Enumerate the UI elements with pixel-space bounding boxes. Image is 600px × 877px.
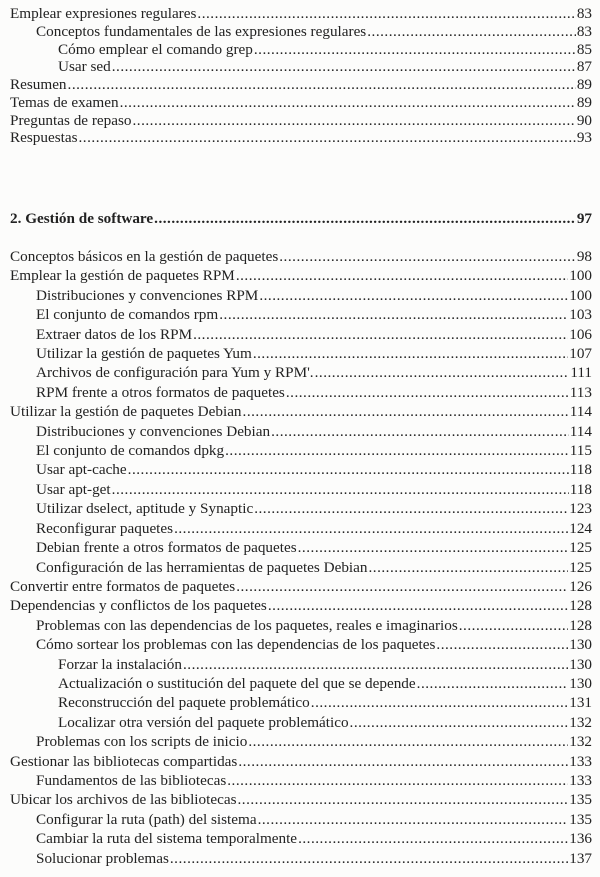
toc-entry-page-number: 90 [576,111,592,129]
toc-entry-page-number: 135 [569,810,592,828]
toc-entry[interactable] [10,597,592,616]
toc-entry-title: Localizar otra versión del paquete problemático [58,713,349,731]
toc-entry[interactable] [10,5,592,23]
dot-leader [436,636,568,654]
toc-entry-page-number: 128 [569,597,592,615]
toc-entry-page-number: 113 [569,383,592,401]
toc-entry-page-number: 133 [569,752,592,770]
dot-leader [236,578,568,596]
toc-entry[interactable] [10,791,592,810]
dot-leader [112,58,576,76]
toc-entry[interactable] [10,617,592,636]
toc-entry-title: Configuración de las herramientas de paquetes Debian [36,558,368,576]
dot-leader [298,539,569,557]
toc-entry-title: El conjunto de comandos rpm [36,306,219,324]
dot-leader [417,675,569,693]
toc-chapter-heading[interactable] [10,210,592,228]
chapter-page-number: 97 [576,210,592,227]
toc-entry[interactable] [10,481,592,500]
toc-entry[interactable] [10,539,592,558]
toc-entry[interactable] [10,287,592,306]
dot-leader [236,267,568,285]
toc-entry-page-number: 100 [569,286,592,304]
toc-entry-page-number: 114 [569,403,592,421]
dot-leader [183,656,568,674]
dot-leader [170,850,568,868]
toc-section-previous-chapter [10,5,592,147]
dot-leader [350,714,569,732]
toc-entry[interactable] [10,733,592,752]
toc-entry-page-number: 98 [576,248,592,265]
toc-entry-title: Debian frente a otros formatos de paquetes [36,539,297,557]
toc-entry-page-number: 89 [576,93,592,111]
toc-entry-page-number: 93 [576,129,592,147]
toc-entry[interactable] [10,94,592,112]
toc-entry[interactable] [10,326,592,345]
toc-entry-title: Cómo sortear los problemas con las dependencias de los paquetes [36,636,436,654]
chapter-title: 2. Gestión de software [10,210,154,227]
toc-entry-title: Reconstrucción del paquete problemático [58,694,310,712]
toc-entry[interactable] [10,384,592,403]
toc-entry-page-number: 128 [569,616,592,634]
toc-entry[interactable] [10,578,592,597]
dot-leader [193,326,568,344]
toc-entry-page-number: 106 [569,325,592,343]
toc-entry-page-number: 83 [576,5,592,22]
toc-entry-page-number: 125 [569,558,592,576]
toc-entry[interactable] [10,772,592,791]
toc-entry-title: Gestionar las bibliotecas compartidas [10,752,238,770]
toc-entry[interactable] [10,500,592,519]
toc-entry[interactable] [10,811,592,830]
dot-leader [68,76,576,94]
toc-entry[interactable] [10,714,592,733]
toc-entry-page-number: 133 [569,771,592,789]
toc-entry-title: Convertir entre formatos de paquetes [10,577,236,595]
toc-entry-title: El conjunto de comandos dpkg [36,442,225,460]
dot-leader [254,41,576,59]
toc-entry-page-number: 115 [569,442,592,460]
dot-leader [279,248,576,266]
toc-entry[interactable] [10,345,592,364]
dot-leader [248,733,568,751]
toc-entry-page-number: 118 [569,480,592,498]
dot-leader [254,500,568,518]
toc-entry-title: Conceptos básicos en la gestión de paquetes [10,248,279,265]
toc-entry-title: Preguntas de repaso [10,111,132,129]
toc-entry-title: Problemas con las dependencias de los paquetes, reales e imaginarios [36,616,458,634]
dot-leader [367,23,576,41]
toc-entry-title: Archivos de configuración para Yum y RPM'. [36,364,314,382]
toc-entry-title: Dependencias y conflictos de los paquetes [10,597,267,615]
toc-entry-page-number: 130 [569,674,592,692]
dot-leader [197,5,575,23]
toc-entry[interactable] [10,461,592,480]
toc-entry-page-number: 126 [569,577,592,595]
dot-leader [112,481,569,499]
toc-entry-page-number: 114 [569,422,592,440]
toc-entry-page-number: 137 [569,849,592,867]
toc-section-chapter-2 [10,248,592,869]
toc-entry-page-number: 135 [569,791,592,809]
toc-entry-page-number: 131 [569,694,592,712]
toc-entry-title: Usar apt-cache [36,461,127,479]
dot-leader [259,287,568,305]
toc-entry[interactable] [10,694,592,713]
toc-entry[interactable] [10,830,592,849]
dot-leader [79,129,576,147]
toc-entry-title: Utilizar la gestión de paquetes Yum [36,345,252,363]
toc-entry-title: Actualización o sustitución del paquete del que se depende [58,674,416,692]
toc-entry[interactable] [10,636,592,655]
toc-entry[interactable] [10,41,592,59]
toc-entry-title: Distribuciones y convenciones Debian [36,422,271,440]
toc-entry[interactable] [10,112,592,130]
toc-entry-page-number: 123 [569,500,592,518]
toc-entry[interactable] [10,23,592,41]
dot-leader [174,520,568,538]
toc-entry-title: Utilizar dselect, aptitude y Synaptic [36,500,254,518]
toc-entry-title: Distribuciones y convenciones RPM [36,286,259,304]
toc-entry-page-number: 130 [569,636,592,654]
toc-entry-page-number: 132 [569,733,592,751]
toc-entry-page-number: 89 [576,76,592,93]
toc-entry-title: Respuestas [10,129,78,147]
toc-entry[interactable] [10,58,592,76]
toc-entry-page-number: 85 [576,40,592,58]
dot-leader [268,597,568,615]
toc-entry[interactable] [10,248,592,267]
toc-entry[interactable] [10,423,592,442]
dot-leader [298,830,568,848]
toc-entry[interactable] [10,753,592,772]
toc-entry[interactable] [10,306,592,325]
dot-leader [253,345,568,363]
dot-leader [315,364,570,382]
toc-entry-page-number: 111 [570,364,592,382]
toc-entry[interactable] [10,129,592,147]
dot-leader [154,210,576,228]
toc-entry-page-number: 107 [569,345,592,363]
dot-leader [243,403,569,421]
toc-entry-page-number: 118 [569,461,592,479]
toc-entry[interactable] [10,364,592,383]
toc-entry[interactable] [10,656,592,675]
toc-entry-page-number: 125 [569,539,592,557]
toc-entry-page-number: 136 [569,830,592,848]
toc-entry-page-number: 124 [569,519,592,537]
toc-entry-title: Reconfigurar paquetes [36,519,174,537]
dot-leader [132,112,575,130]
dot-leader [225,442,569,460]
toc-entry-title: Solucionar problemas [36,849,169,867]
toc-entry-page-number: 130 [569,655,592,673]
toc-entry-title: Fundamentos de las bibliotecas [36,771,227,789]
toc-entry-title: Utilizar la gestión de paquetes Debian [10,403,242,421]
toc-entry-title: Usar sed [58,58,111,76]
dot-leader [238,753,568,771]
dot-leader [120,94,576,112]
toc-entry[interactable] [10,559,592,578]
toc-entry-title: Emplear la gestión de paquetes RPM [10,267,235,285]
toc-entry-title: Resumen [10,76,67,93]
toc-entry[interactable] [10,442,592,461]
dot-leader [237,791,568,809]
toc-entry-page-number: 103 [569,306,592,324]
toc-entry[interactable] [10,76,592,94]
toc-entry-page-number: 132 [569,713,592,731]
dot-leader [128,461,569,479]
dot-leader [219,306,568,324]
toc-entry[interactable] [10,267,592,286]
toc-entry-title: Cómo emplear el comando grep [58,40,253,58]
toc-entry-title: Temas de examen [10,93,119,111]
toc-entry-title: Configurar la ruta (path) del sistema [36,810,257,828]
toc-entry-title: Problemas con los scripts de inicio [36,733,248,751]
dot-leader [258,811,569,829]
dot-leader [368,559,568,577]
toc-entry-page-number: 83 [576,22,592,40]
dot-leader [271,423,569,441]
dot-leader [227,772,568,790]
toc-entry-page-number: 87 [576,58,592,76]
toc-entry-title: Emplear expresiones regulares [10,5,197,22]
toc-entry-title: Forzar la instalación [58,655,182,673]
toc-entry-title: RPM frente a otros formatos de paquetes [36,383,285,401]
toc-entry-title: Ubicar los archivos de las bibliotecas [10,791,237,809]
dot-leader [311,694,568,712]
toc-entry-title: Conceptos fundamentales de las expresiones regulares [36,22,367,40]
toc-entry-page-number: 100 [569,267,592,285]
dot-leader [286,384,569,402]
toc-entry[interactable] [10,675,592,694]
toc-entry[interactable] [10,850,592,869]
toc-entry-title: Extraer datos de los RPM [36,325,193,343]
toc-entry[interactable] [10,403,592,422]
toc-entry-title: Usar apt-get [36,480,111,498]
toc-entry-title: Cambiar la ruta del sistema temporalmente [36,830,298,848]
toc-entry[interactable] [10,520,592,539]
dot-leader [459,617,568,635]
